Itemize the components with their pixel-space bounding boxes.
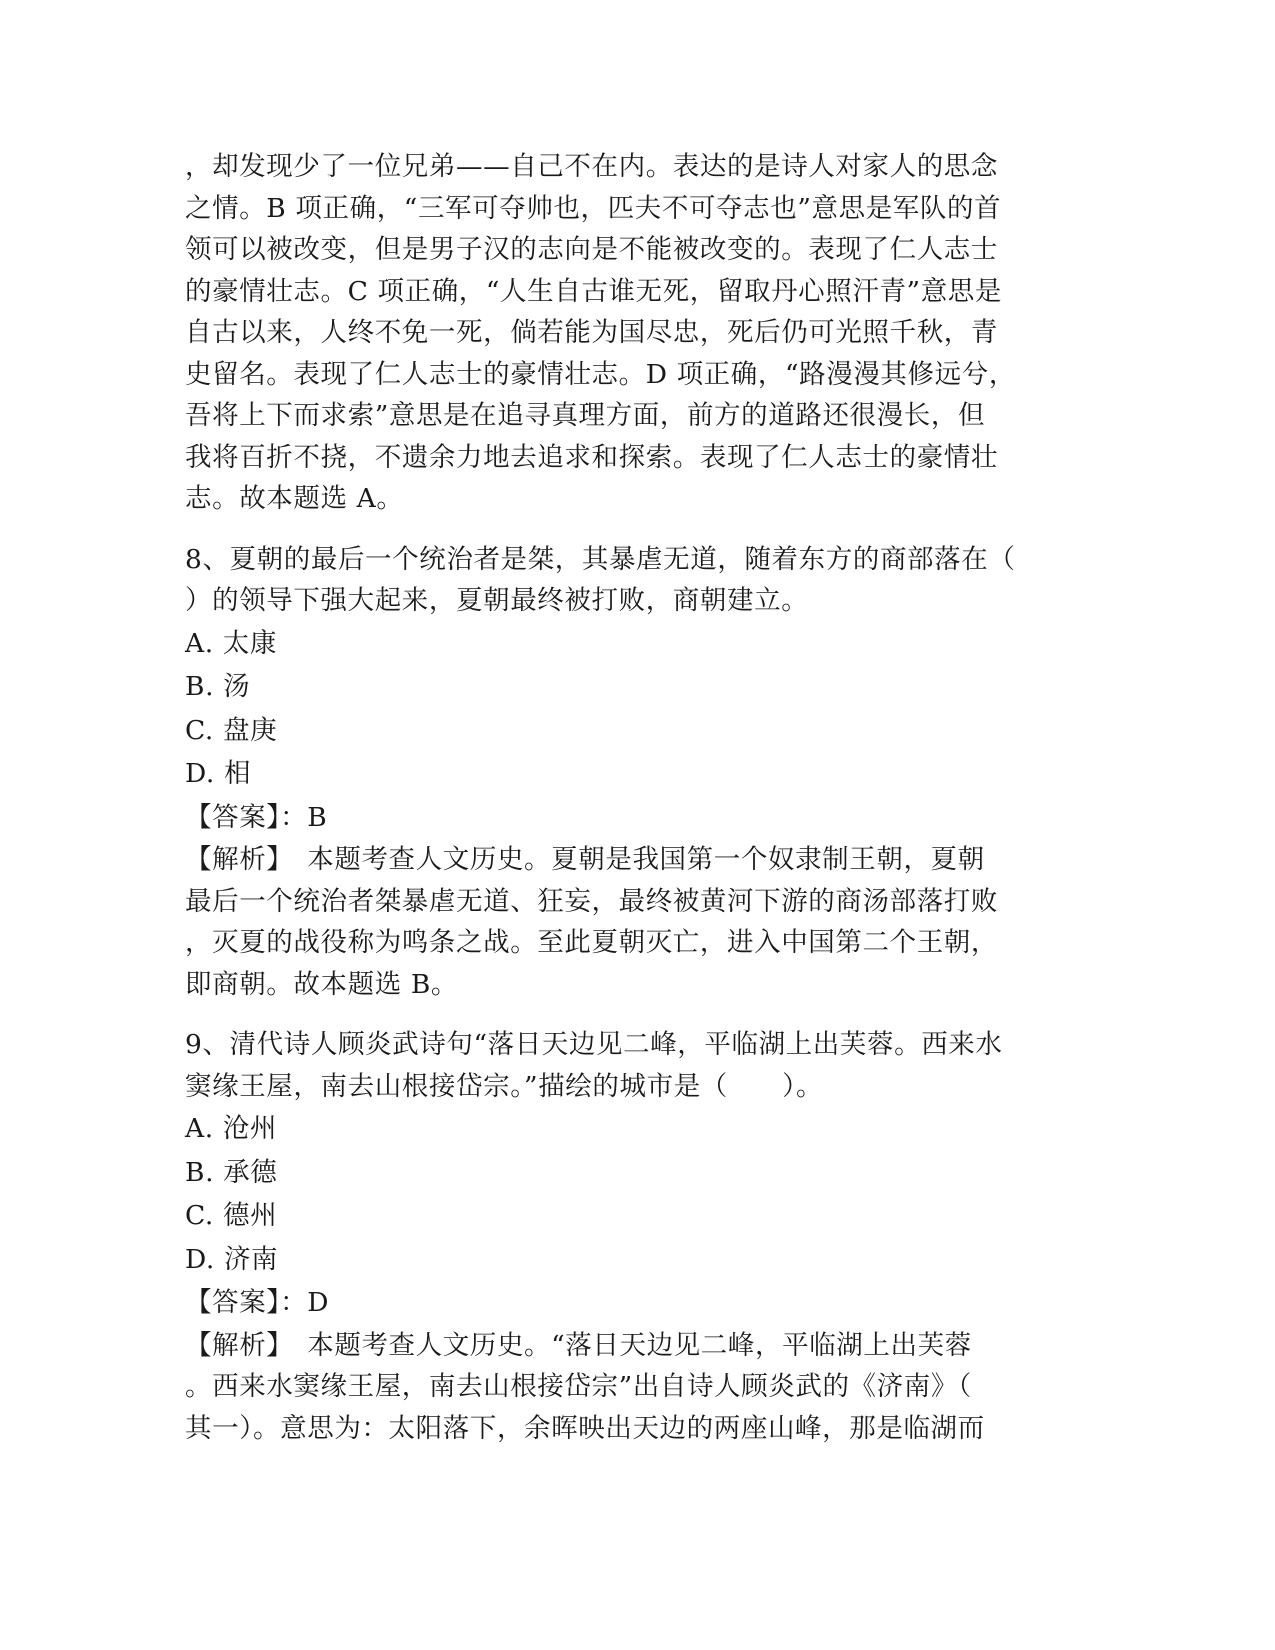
text-line: 我将百折不挠，不遗余力地去追求和探索。表现了仁人志士的豪情壮 xyxy=(185,441,998,473)
text-line: ）的领导下强大起来，夏朝最终被打败，商朝建立。 xyxy=(185,585,809,616)
text-line: 即商朝。故本题选 B。 xyxy=(185,968,458,1000)
text-line: 志。故本题选 A。 xyxy=(185,483,404,514)
text-line: 领可以被改变，但是男子汉的志向是不能被改变的。表现了仁人志士 xyxy=(185,234,998,265)
question-8 xyxy=(185,539,1090,1006)
text-line: 【解析】 本题考查人文历史。“落日天边见二峰，平临湖上出芙蓉 xyxy=(185,1329,972,1361)
analysis-paragraph xyxy=(185,1325,1090,1450)
option-c: C. 盘庚 xyxy=(185,714,278,746)
question-stem xyxy=(185,539,1090,622)
answer-line: 【答案】：D xyxy=(185,1287,330,1318)
text-line: 8、夏朝的最后一个统治者是桀，其暴虐无道，随着东方的商部落在（ xyxy=(185,543,1016,575)
question-9 xyxy=(185,1024,1090,1449)
option-a: A. 太康 xyxy=(185,627,277,659)
text-line: ，灭夏的战役称为鸣条之战。至此夏朝灭亡，进入中国第二个王朝， xyxy=(185,927,998,958)
option-b: B. 承德 xyxy=(185,1156,278,1188)
text-line: 的豪情壮志。C 项正确，“人生自古谁无死，留取丹心照汗青”意思是 xyxy=(185,275,1002,307)
option-b: B. 汤 xyxy=(185,671,251,702)
previous-analysis-continuation xyxy=(185,146,1090,520)
option-d: D. 济南 xyxy=(185,1243,279,1275)
text-line: 9、清代诗人顾炎武诗句“落日天边见二峰，平临湖上出芙蓉。西来水 xyxy=(185,1029,1003,1060)
question-stem xyxy=(185,1024,1090,1107)
text-line: 窦缘王屋，南去山根接岱宗。”描绘的城市是（ ）。 xyxy=(185,1070,824,1102)
text-line: 自古以来，人终不免一死，倘若能为国尽忠，死后仍可光照千秋，青 xyxy=(185,317,998,348)
text-line: 史留名。表现了仁人志士的豪情壮志。D 项正确，“路漫漫其修远兮， xyxy=(185,358,1016,390)
text-line: 【解析】 本题考查人文历史。夏朝是我国第一个奴隶制王朝，夏朝 xyxy=(185,844,985,875)
text-line: 其一）。意思为：太阳落下，余晖映出天边的两座山峰，那是临湖而 xyxy=(185,1412,985,1444)
option-c: C. 德州 xyxy=(185,1200,278,1231)
text-line: 之情。B 项正确，“三军可夺帅也，匹夫不可夺志也”意思是军队的首 xyxy=(185,192,1002,224)
paragraph-gap xyxy=(185,520,1090,539)
text-line: 吾将上下而求索”意思是在追寻真理方面，前方的道路还很漫长，但 xyxy=(185,400,986,431)
text-line: 。西来水窦缘王屋，南去山根接岱宗”出自诗人顾炎武的《济南》（ xyxy=(185,1371,972,1402)
document-page xyxy=(185,146,1090,1449)
paragraph-gap xyxy=(185,1005,1090,1024)
text-line: ，却发现少了一位兄弟——自己不在内。表达的是诗人对家人的思念 xyxy=(185,151,998,182)
answer-line: 【答案】：B xyxy=(185,801,328,833)
text-line: 最后一个统治者桀暴虐无道、狂妄，最终被黄河下游的商汤部落打败 xyxy=(185,885,998,917)
analysis-paragraph xyxy=(185,839,1090,1005)
option-d: D. 相 xyxy=(185,758,252,789)
option-a: A. 沧州 xyxy=(185,1113,277,1144)
